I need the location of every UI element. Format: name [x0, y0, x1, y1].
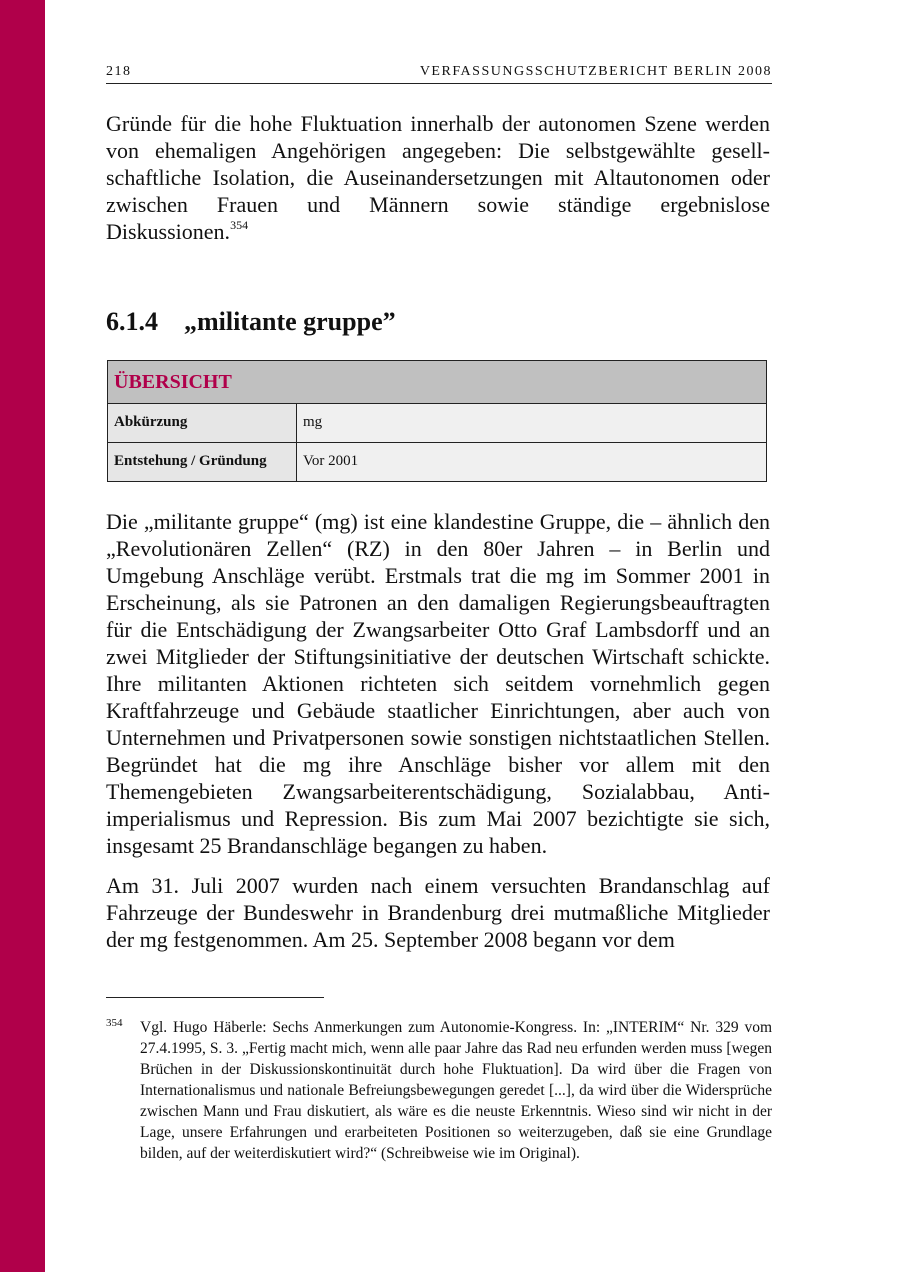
overview-title: ÜBERSICHT [108, 361, 766, 404]
footnote [106, 1017, 772, 1164]
row-label: Entstehung / Gründung [108, 443, 297, 481]
footnote-number: 354 [106, 1017, 123, 1029]
overview-table [107, 360, 767, 482]
footnote-reference[interactable]: 354 [230, 218, 249, 232]
table-row [108, 404, 766, 443]
section-title: „militante gruppe” [184, 307, 396, 336]
running-header [106, 64, 772, 84]
running-title: VERFASSUNGSSCHUTZBERICHT BERLIN 2008 [419, 64, 772, 79]
intro-paragraph [106, 110, 770, 245]
section-heading [106, 307, 396, 337]
table-row [108, 443, 766, 481]
row-value: Vor 2001 [303, 453, 359, 469]
body-paragraph-1: Die „militante gruppe“ (mg) ist eine klandestine Gruppe, die – ähnlich den „Revolutionären Zellen“ (RZ) in den 80er Jahren – in Berlin und Umgebung Anschläge verübt. Erstmals trat die mg im Sommer 2001 in Erscheinung, als sie Patronen an den damaligen Regierungsbeauftragten für die Entschädigung der Zwangsarbeiter Otto Graf Lambsdorff und an zwei Mitglieder der Stiftungsinitiative der deutschen Wirtschaft schickte. Ihre militanten Aktionen richteten sich seitdem vornehmlich gegen Kraftfahrzeuge und Gebäude staatlicher Einrichtungen, aber auch von Unternehmen und Privatpersonen sowie sonstigen nichtstaatlichen Stellen. Begründet hat die mg ihre Anschläge bisher vor allem mit den Themengebieten Zwangsarbeiterentschädigung, Sozialabbau, Antiimperialismus und Repression. Bis zum Mai 2007 bezichtigte sie sich, insgesamt 25 Brandanschläge begangen zu haben. [106, 509, 770, 858]
row-label: Abkürzung [108, 404, 297, 442]
footnote-text: Vgl. Hugo Häberle: Sechs Anmerkungen zum Autonomie-Kongress. In: „INTERIM“ Nr. 329 vom 27.4.1995, S. 3. „Fertig macht mich, wenn alle paar Jahre das Rad neu erfunden werden muss [wegen Brüchen in der Diskussionskontinuität durch hohe Fluktuation]. Da wird über die Fragen von Internationalismus und nationale Befreiungsbewegungen geredet [...], da wird über die Widersprüche zwischen Mann und Frau diskutiert, als wäre es die neuste Erkenntnis. Wieso sind wir nicht in der Lage, unsere Erfahrungen und erarbeiteten Positionen so weiterzugeben, daß sie eine Grundlage bilden, auf der weiterdiskutiert wird?“ (Schreibweise wie im Original). [140, 1019, 772, 1162]
page-sidebar-band [0, 0, 45, 1272]
intro-paragraph-text: Gründe für die hohe Fluktuation innerhalb der autonomen Szene werden von ehemaligen Angehörigen angegeben: Die selbstgewählte gesellschaftliche Isolation, die Auseinandersetzungen mit Altautonomen oder zwischen Frauen und Männern sowie ständige ergebnislose Diskussionen. [106, 111, 770, 244]
body-paragraph-2: Am 31. Juli 2007 wurden nach einem versuchten Brandanschlag auf Fahrzeuge der Bundeswehr in Brandenburg drei mutmaßliche Mitglieder der mg festgenommen. Am 25. September 2008 begann vor dem [106, 873, 770, 952]
footnote-divider [106, 997, 324, 998]
page-number: 218 [106, 64, 132, 79]
section-number: 6.1.4 [106, 307, 158, 336]
row-value: mg [303, 414, 323, 430]
